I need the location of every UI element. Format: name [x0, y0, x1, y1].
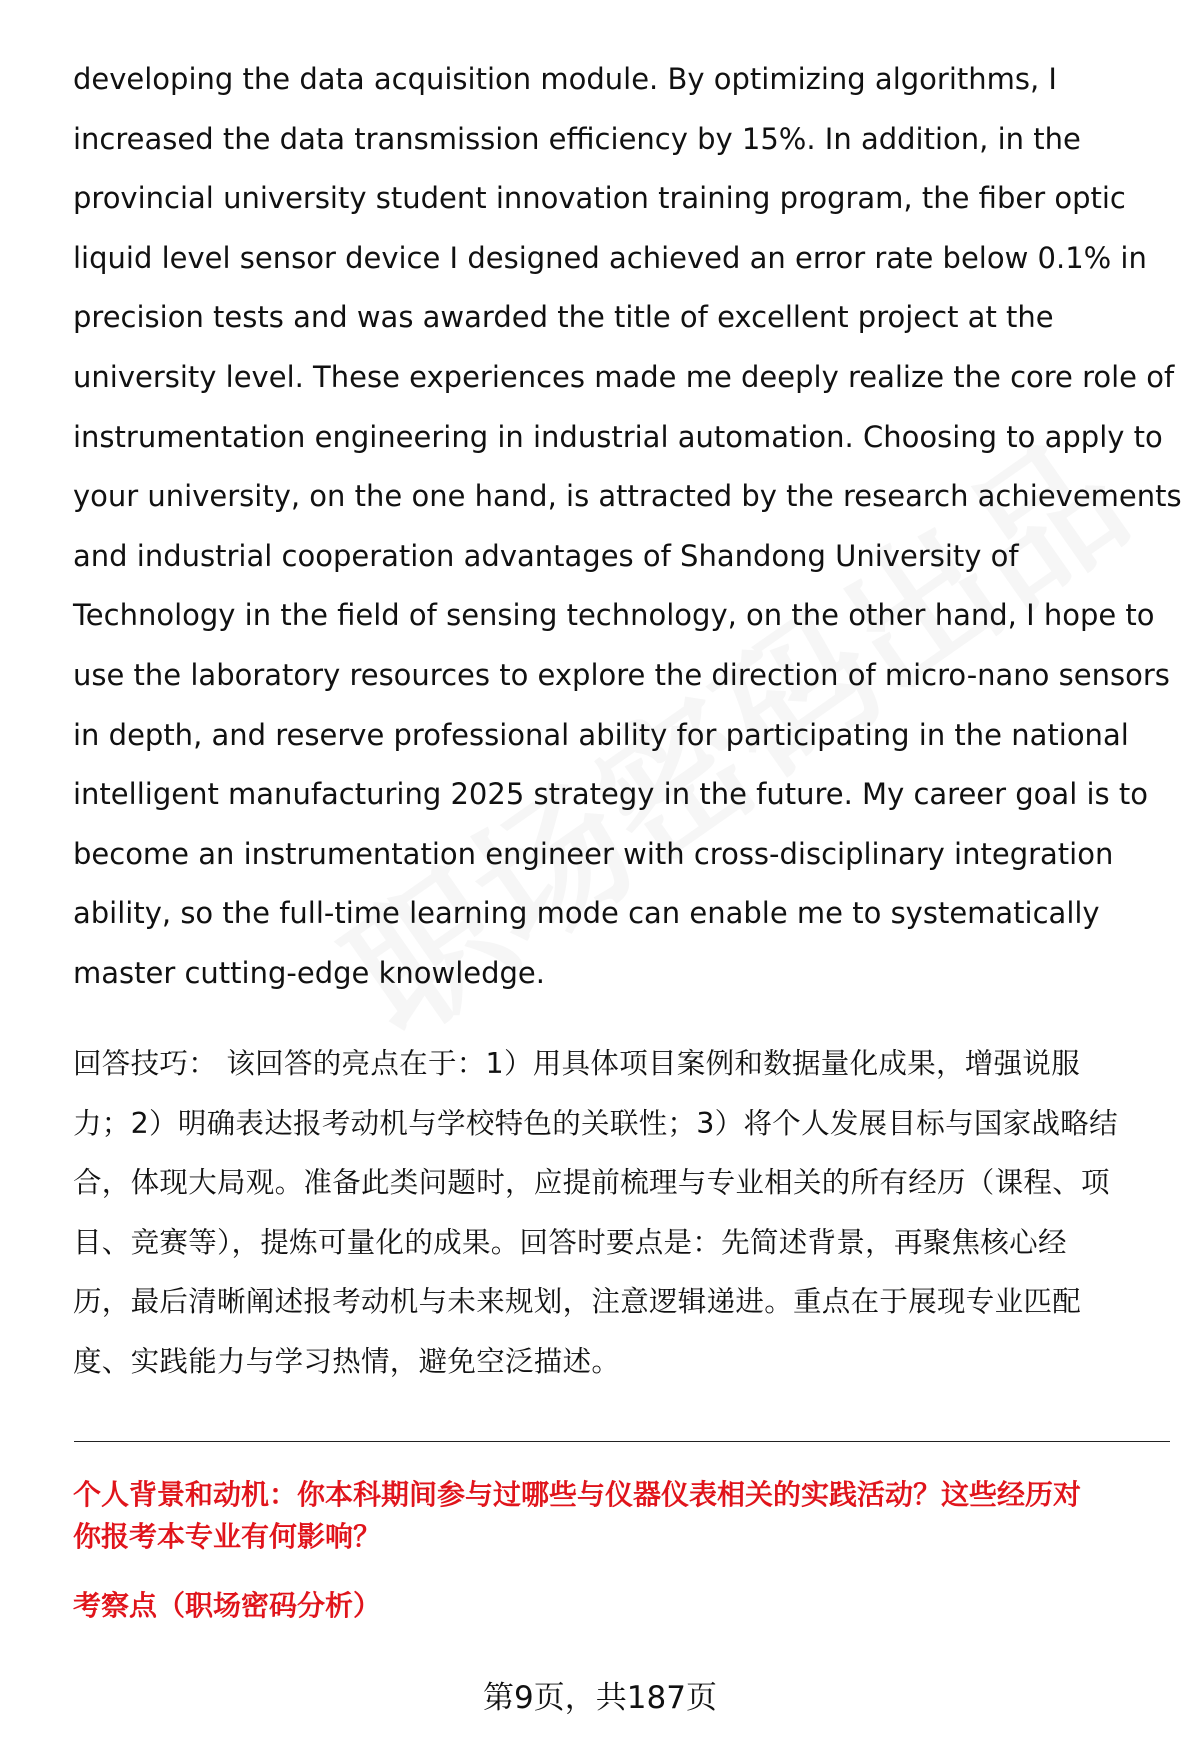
- question-line: 个人背景和动机：你本科期间参与过哪些与仪器仪表相关的实践活动？这些经历对: [73, 1478, 1082, 1511]
- page-number: 第9页，共187页: [483, 1680, 717, 1716]
- text-line: 历，最后清晰阐述报考动机与未来规划，注意逻辑递进。重点在于展现专业匹配: [73, 1285, 1082, 1319]
- text-line: Technology in the field of sensing technology, on the other hand, I hope to: [73, 598, 1155, 633]
- text-line: university level. These experiences made me deeply realize the core role of: [73, 359, 1175, 394]
- text-line: ability, so the full-time learning mode can enable me to systematically: [73, 896, 1100, 931]
- text-line: increased the data transmission efficiency by 15%. In addition, in the: [73, 121, 1081, 156]
- text-line: provincial university student innovation training program, the fiber optic: [73, 181, 1126, 216]
- answer-tips-paragraph: [73, 1034, 1163, 1392]
- text-line: liquid level sensor device I designed achieved an error rate below 0.1% in: [73, 240, 1147, 275]
- text-line: and industrial cooperation advantages of Shandong University of: [73, 538, 1019, 573]
- text-line: intelligent manufacturing 2025 strategy in the future. My career goal is to: [73, 777, 1148, 812]
- exam-point-heading: 考察点（职场密码分析）: [73, 1589, 382, 1622]
- text-line: in depth, and reserve professional ability for participating in the national: [73, 717, 1129, 752]
- section-divider: [74, 1441, 1170, 1442]
- text-line: 合，体现大局观。准备此类问题时，应提前梳理与专业相关的所有经历（课程、项: [73, 1166, 1110, 1200]
- text-line: 度、实践能力与学习热情，避免空泛描述。: [73, 1344, 621, 1378]
- text-line: instrumentation engineering in industrial automation. Choosing to apply to: [73, 419, 1163, 454]
- question-heading: [73, 1474, 1081, 1558]
- text-line: 回答技巧： 该回答的亮点在于：1）用具体项目案例和数据量化成果，增强说服: [73, 1047, 1080, 1080]
- text-line: precision tests and was awarded the title of excellent project at the: [73, 300, 1054, 335]
- text-line: use the laboratory resources to explore the direction of micro-nano sensors: [73, 657, 1170, 692]
- text-line: 目、竞赛等），提炼可量化的成果。回答时要点是：先简述背景，再聚焦核心经: [73, 1225, 1067, 1259]
- text-line: 力；2）明确表达报考动机与学校特色的关联性；3）将个人发展目标与国家战略结: [73, 1106, 1118, 1140]
- answer-paragraph: [73, 50, 1182, 1004]
- text-line: become an instrumentation engineer with cross-disciplinary integration: [73, 836, 1114, 871]
- text-line: master cutting-edge knowledge.: [73, 955, 545, 990]
- question-line: 你报考本专业有何影响？: [73, 1520, 382, 1553]
- text-line: developing the data acquisition module. By optimizing algorithms, I: [73, 62, 1057, 96]
- text-line: your university, on the one hand, is attracted by the research achievements: [73, 479, 1182, 514]
